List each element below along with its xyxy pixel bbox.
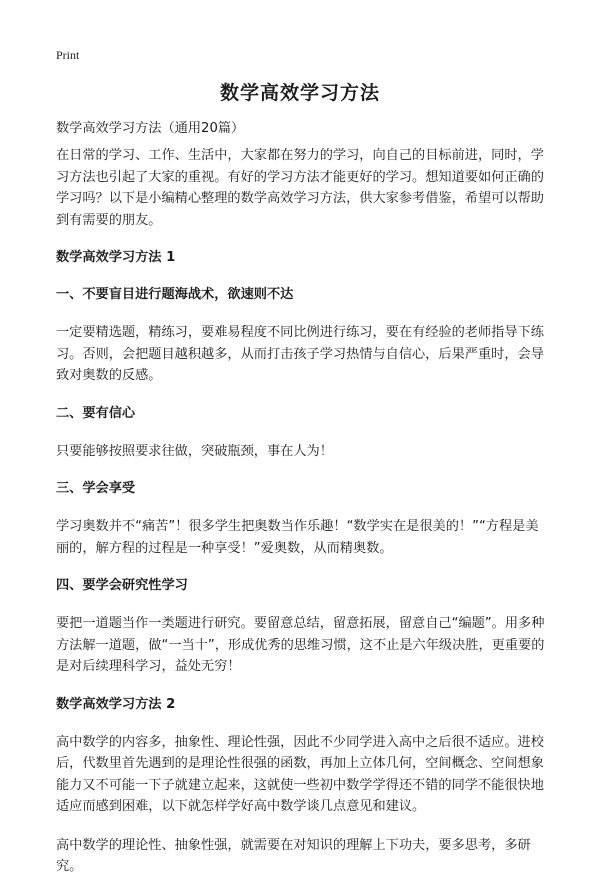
paragraph: 学习奥数并不“痛苦”！很多学生把奥数当作乐趣！“数学实在是很美的！”“方程是美丽的，解方程的过程是一种享受！”爱奥数，从而精奥数。 — [56, 519, 539, 556]
paragraph: 只要能够按照要求往做，突破瓶颈，事在人为！ — [56, 443, 333, 459]
paragraph: 高中数学的理论性、抽象性强，就需要在对知识的理解上下功夫，要多思考，多研究。 — [56, 837, 531, 874]
section-heading: 一、不要盲目进行题海战术，欲速则不达 — [56, 287, 294, 302]
section-heading: 数学高效学习方法 2 — [56, 696, 176, 712]
section-heading: 二、要有信心 — [56, 405, 136, 421]
paragraph: 在日常的学习、工作、生活中，大家都在努力的学习，向自己的目标前进，同时，学习方法也引起了大家的重视。有好的学习方法才能更好的学习。想知道要如何正确的学习吗？以下是小编精心整理的数学高效学习方法，供大家参考借鉴，希望可以帮助到有需要的朋友。 — [56, 148, 544, 228]
section-heading: 四、要学会研究性学习 — [56, 578, 188, 593]
section-heading: 三、学会享受 — [56, 481, 136, 496]
print-link[interactable]: Print — [56, 48, 80, 62]
paragraph: 要把一道题当作一类题进行研究。要留意总结，留意拓展，留意自己“编题”。用多种方法解一道题，做“一当十”，形成优秀的思维习惯，这不止是六年级决胜，更重要的是对后续理科学习，益处无穷！ — [56, 616, 545, 674]
article-body — [56, 117, 545, 895]
article-subtitle: 数学高效学习方法（通用20篇） — [56, 121, 245, 136]
section-heading: 数学高效学习方法 1 — [56, 250, 176, 265]
paragraph: 一定要精选题，精练习，要难易程度不同比例进行练习，要在有经验的老师指导下练习。否则，会把题目越积越多，从而打击孩子学习热情与自信心，后果严重时，会导致对奥数的反感。 — [56, 325, 544, 383]
paragraph: 高中数学的内容多，抽象性、理论性强，因此不少同学进入高中之后很不适应。进校后，代数里首先遇到的是理论性很强的函数，再加上立体几何，空间概念、空间想象能力又不可能一下子就建立起来，这就使一些初中数学学得还不错的同学不能很快地适应而感到困难，以下就怎样学好高中数学谈几点意见和建议。 — [56, 734, 544, 814]
page-title: 数学高效学习方法 — [219, 82, 380, 104]
